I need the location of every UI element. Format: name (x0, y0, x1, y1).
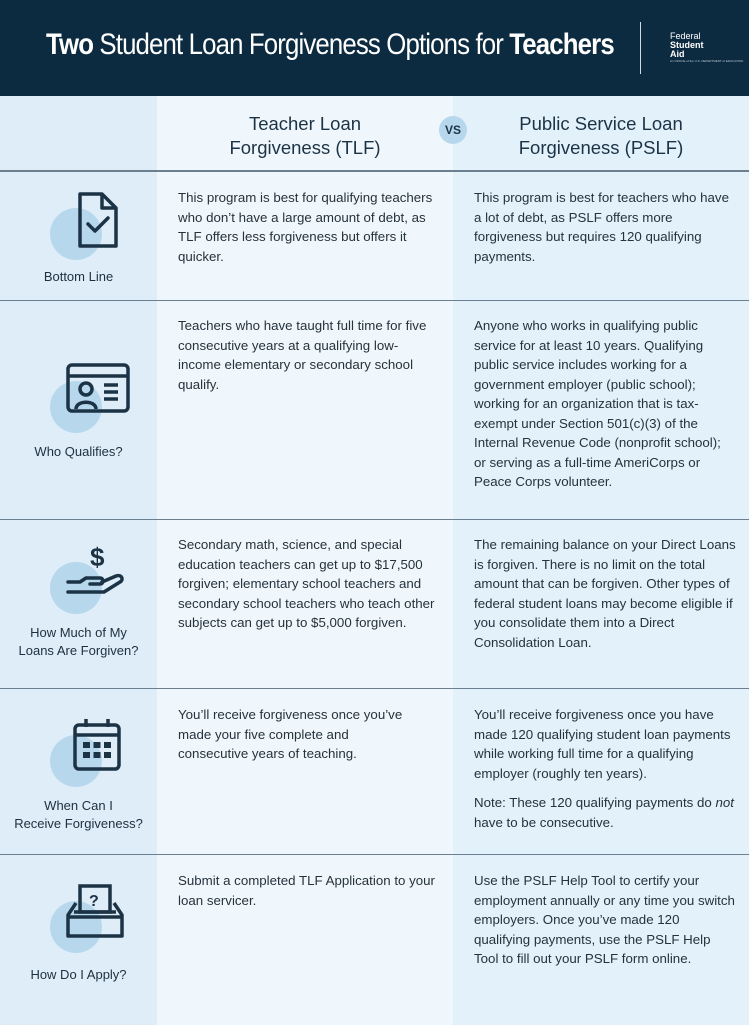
pslf-cell (474, 188, 736, 276)
logo-line-federal: Federal (670, 31, 701, 41)
note-text: have to be consecutive. (474, 814, 614, 830)
row-label (0, 268, 157, 286)
vs-badge: VS (439, 116, 467, 144)
tlf-cell (178, 535, 436, 643)
row-label-line: Bottom Line (43, 269, 114, 284)
row-label-line: Who Qualifies? (34, 444, 123, 459)
tlf-text: This program is best for qualifying teachers who don’t have a large amount of debt, as TLF offers less forgiveness but offers it quicker. (178, 190, 433, 264)
row-label (0, 797, 157, 833)
page-title (46, 28, 614, 62)
header-divider (640, 22, 641, 74)
row-how-much (0, 520, 749, 689)
svg-text:$: $ (90, 544, 105, 572)
logo-tagline: An OFFICE of the U.S. DEPARTMENT of EDUCATION (670, 59, 744, 63)
pslf-column-title (453, 112, 749, 160)
row-when (0, 689, 749, 855)
pslf-note (474, 793, 740, 832)
row-bottom-line (0, 172, 749, 301)
pslf-title-line2: Forgiveness (PSLF) (518, 137, 684, 158)
pslf-cell (474, 871, 736, 979)
row-label-line: When Can I (44, 798, 113, 813)
pslf-title-line1: Public Service Loan (519, 113, 683, 134)
row-label-line: How Much of My (30, 625, 127, 640)
federal-student-aid-logo (670, 32, 743, 63)
calendar-icon (50, 717, 120, 787)
title-middle: Student Loan Forgiveness Options for (93, 28, 510, 61)
pslf-text: You’ll receive forgiveness once you have made 120 qualifying student loan payments while working full time for a qualifying employer (roughly ten years). (474, 707, 731, 781)
pslf-text: The remaining balance on your Direct Loans is forgiven. There is no limit on the total amount that can be forgiven. Other types of federal student loans may become eligible if you consolidate them into a Direct Consolidation Loan. (474, 537, 736, 650)
tlf-text: Secondary math, science, and special education teachers can get up to $17,500 forgiven; elementary school teachers and secondary school teachers who teach other subjects can get up to $5,000 forgiven. (178, 537, 435, 630)
row-label-line: Loans Are Forgiven? (18, 643, 139, 658)
tlf-text: Teachers who have taught full time for five consecutive years at a qualifying low-income elementary or secondary school qualify. (178, 318, 427, 392)
logo-line-student: Student (670, 40, 704, 50)
note-emphasis: not (715, 795, 734, 810)
document-check-icon (50, 190, 120, 260)
row-who-qualifies (0, 301, 749, 520)
ballot-box-icon (50, 883, 120, 953)
tlf-text: You’ll receive forgiveness once you’ve made your five complete and consecutive years of teaching. (178, 707, 403, 761)
label-column-bg (0, 96, 157, 170)
pslf-text: Anyone who works in qualifying public service for at least 10 years. Qualifying public service includes working for a government employer (public school); working for an organization that is tax-exempt under Section 501(c)(3) of the Internal Revenue Code (nonprofit school); or serving as a full-time AmeriCorps or Peace Corps volunteer. (474, 318, 721, 489)
row-label-line: Receive Forgiveness? (14, 816, 143, 831)
title-bold-teachers: Teachers (509, 28, 614, 61)
tlf-cell (178, 188, 443, 276)
tlf-title-line1: Teacher Loan (248, 113, 362, 134)
tlf-cell (178, 871, 440, 920)
column-headers (0, 96, 749, 172)
tlf-text: Submit a completed TLF Application to your loan servicer. (178, 873, 435, 908)
id-card-icon (50, 363, 120, 433)
header-banner (0, 0, 749, 96)
row-how-apply (0, 855, 749, 1025)
tlf-column-title (157, 112, 453, 160)
tlf-cell (178, 705, 418, 774)
tlf-cell (178, 316, 428, 404)
svg-text:?: ? (89, 893, 99, 910)
hand-dollar-icon (50, 544, 120, 614)
row-label (0, 443, 157, 461)
pslf-text: This program is best for teachers who have a lot of debt, as PSLF offers more forgiveness but requires 120 qualifying payments. (474, 190, 729, 264)
row-label (0, 966, 157, 984)
title-bold-two: Two (46, 28, 94, 61)
pslf-text: Use the PSLF Help Tool to certify your employment annually or any time you switch employers. Once you’ve made 120 qualifying payments, use the PSLF Help Tool to fill out your PSLF form online. (474, 873, 735, 966)
pslf-cell (474, 535, 740, 662)
logo-line-aid: Aid (670, 49, 685, 59)
pslf-cell (474, 705, 740, 842)
pslf-cell (474, 316, 736, 502)
row-label (0, 624, 157, 660)
row-label-line: How Do I Apply? (30, 967, 127, 982)
tlf-title-line2: Forgiveness (TLF) (229, 137, 381, 158)
note-text: Note: These 120 qualifying payments do (474, 795, 716, 810)
